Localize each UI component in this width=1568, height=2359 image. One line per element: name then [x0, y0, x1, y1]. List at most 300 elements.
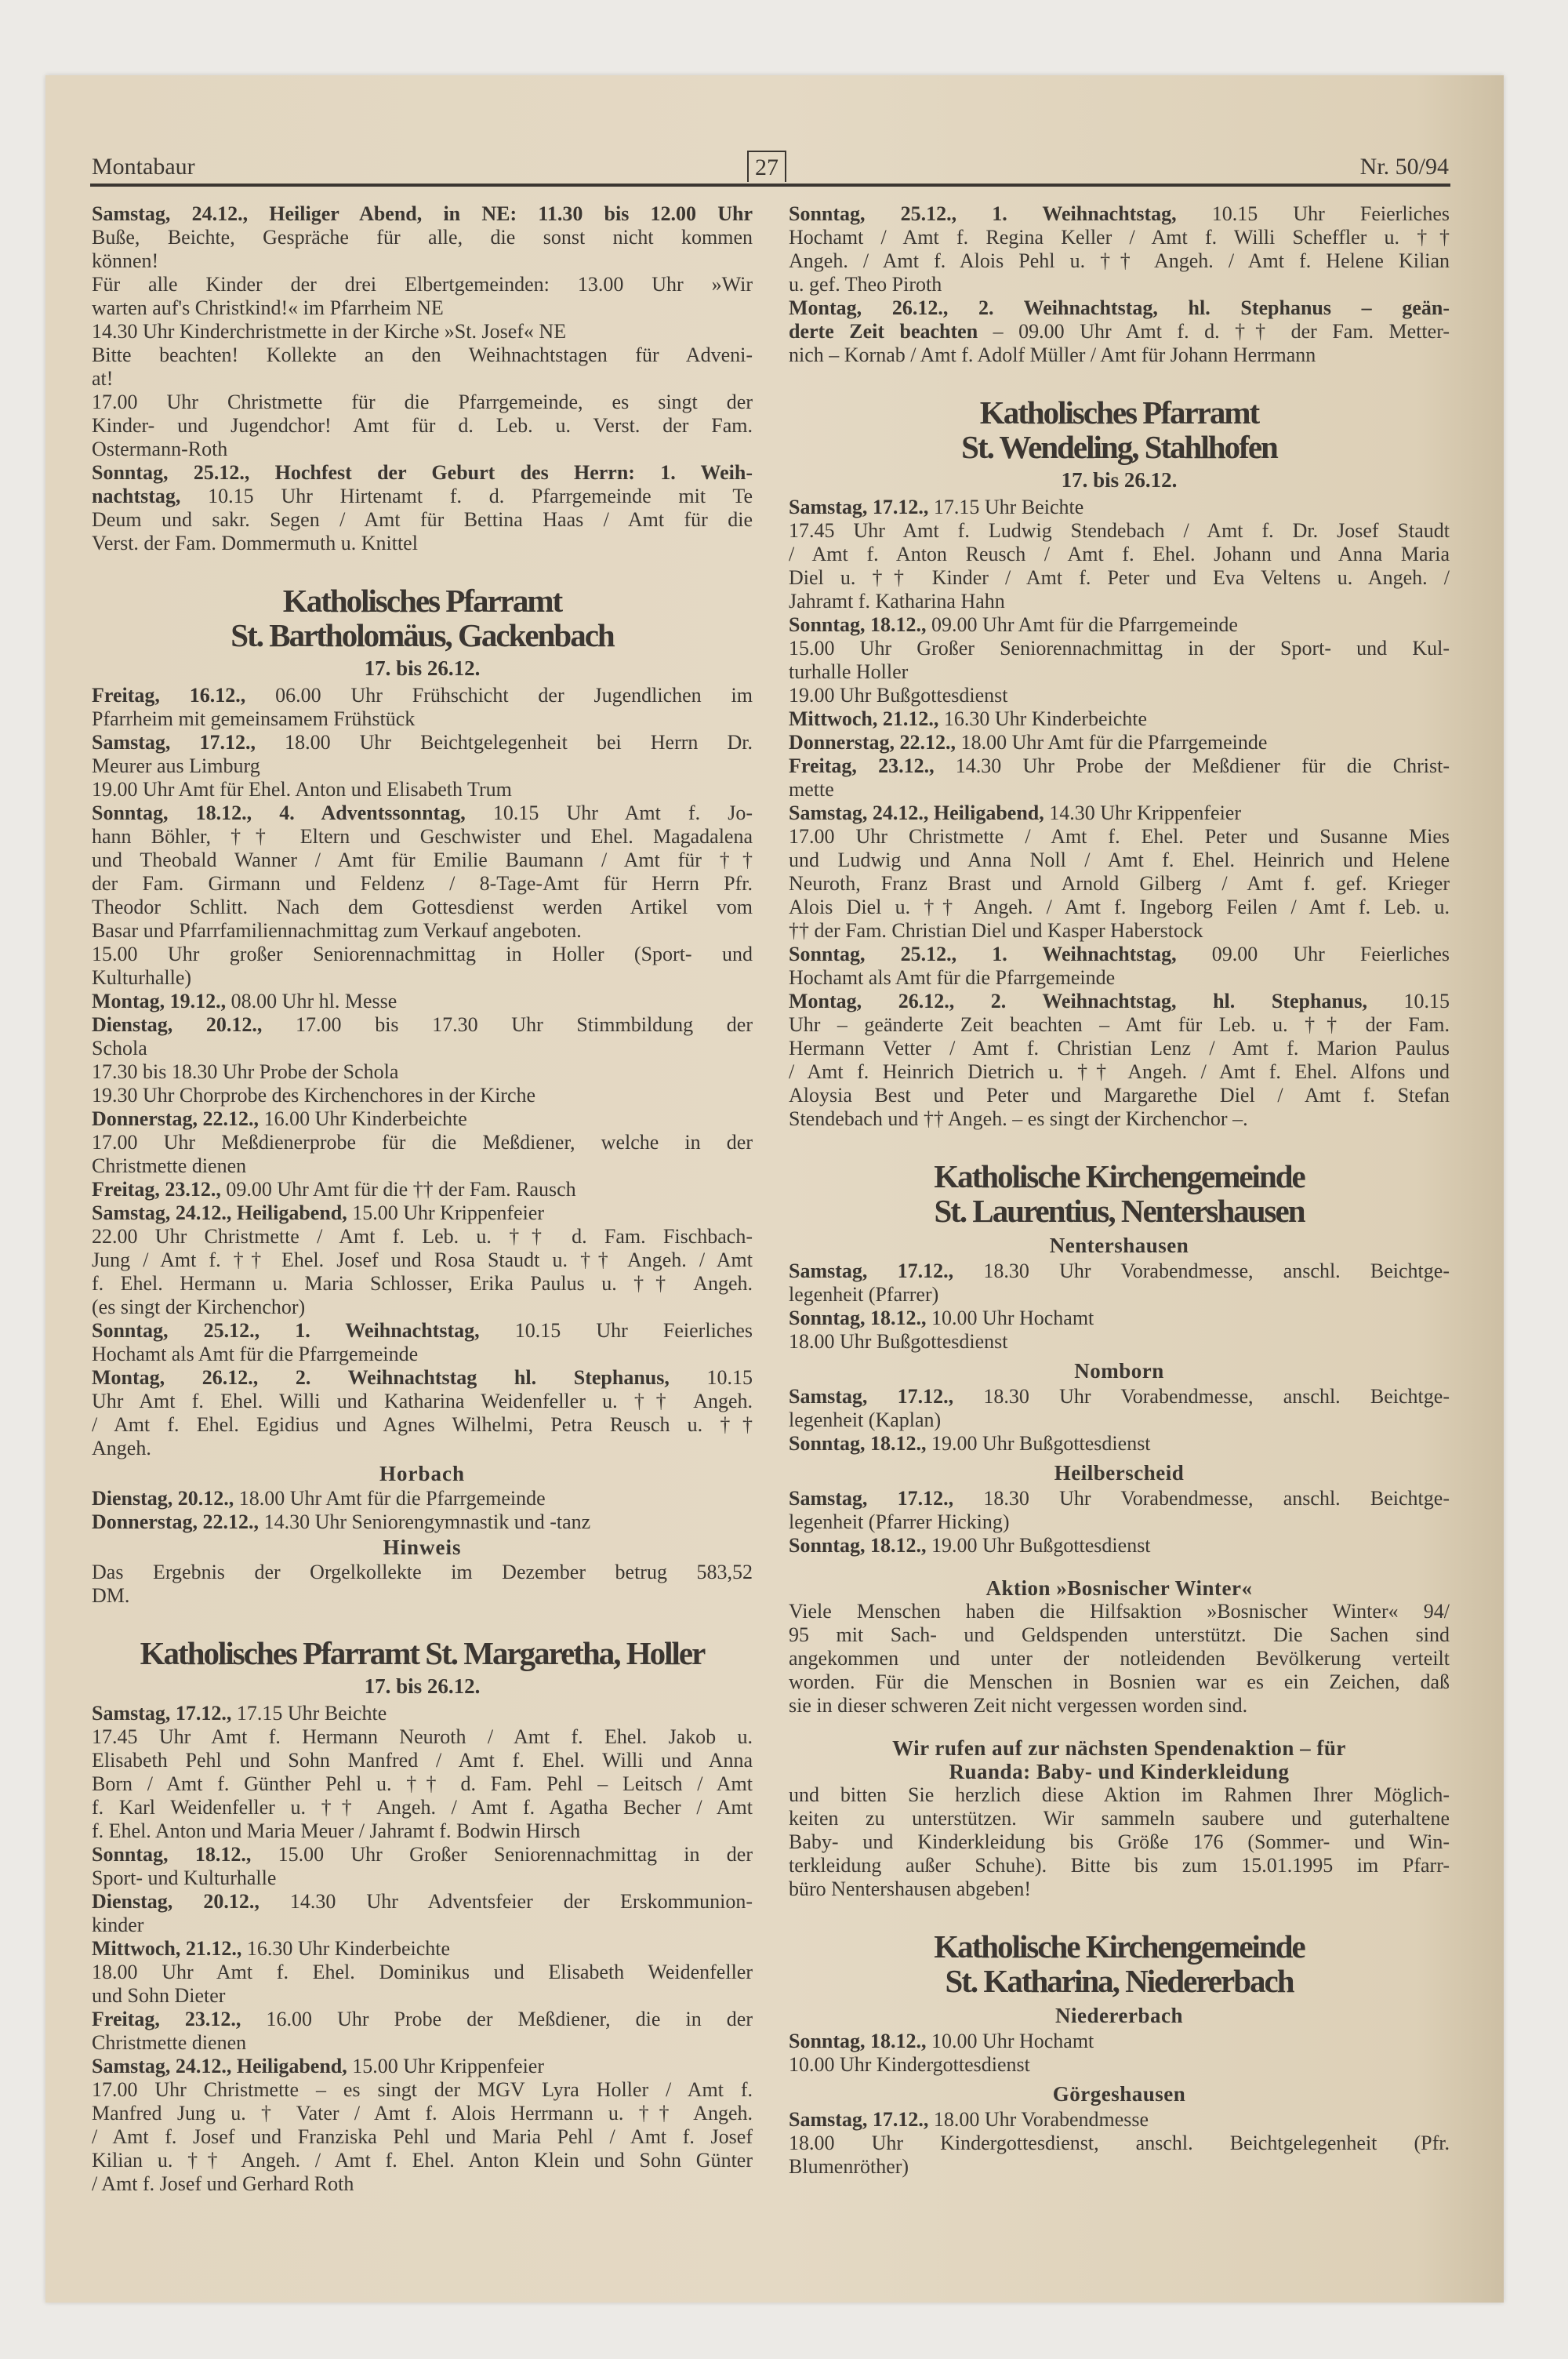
text-line: Kinder- und Jugendchor! Amt für d. Leb. u. Verst. der Fam. — [92, 414, 753, 437]
paragraph — [92, 1843, 753, 1890]
text-line: legenheit (Kaplan) — [789, 1408, 942, 1431]
text-line: (es singt der Kirchenchor) — [92, 1296, 306, 1318]
parish-heading — [789, 1929, 1450, 1998]
line-text: 09.00 Uhr Feierliches — [1176, 943, 1450, 965]
paragraph — [789, 1487, 1450, 1534]
bold-date-label: Montag, 19.12., — [92, 990, 227, 1012]
heading-line: Katholisches Pfarramt St. Margaretha, Holler — [140, 1635, 705, 1671]
text-line: / Amt f. Heinrich Dietrich u. †† Angeh. / Amt f. Ehel. Alfons und — [789, 1060, 1450, 1083]
text-line — [92, 461, 753, 485]
text-line: f. Ehel. Hermann u. Maria Schlosser, Erika Paulus u. †† Angeh. — [92, 1272, 753, 1295]
paragraph — [789, 1783, 1450, 1901]
text-line — [92, 2055, 753, 2078]
paragraph — [92, 2008, 753, 2055]
parish-heading — [789, 1159, 1450, 1228]
text-line: Kilian u. †† Angeh. / Amt f. Ehel. Anton Klein und Sohn Günter — [92, 2149, 753, 2172]
paragraph — [92, 1107, 753, 1131]
text-line: f. Ehel. Anton und Maria Meuer / Jahramt f. Bodwin Hirsch — [92, 1819, 581, 1842]
paragraph — [789, 1330, 1450, 1354]
line-text: 09.00 Uhr Amt für die Pfarrgemeinde — [926, 613, 1238, 636]
text-line: und Ludwig und Anna Noll / Amt f. Ehel. Heinrich und Helene — [789, 849, 1450, 871]
text-line — [92, 1319, 753, 1343]
text-line — [92, 202, 753, 226]
text-line: keiten zu unterstützen. Wir sammeln saubere und guterhaltene — [789, 1807, 1450, 1830]
text-line: Schola — [92, 1037, 147, 1060]
text-line: mette — [789, 778, 834, 801]
text-line: turhalle Holler — [789, 660, 909, 683]
paragraph — [789, 684, 1450, 707]
text-line: können! — [92, 249, 159, 272]
notice-heading-line: Ruanda: Baby- und Kinderkleidung — [949, 1760, 1290, 1783]
text-line: Neuroth, Franz Brast und Arnold Gilberg / Amt f. gef. Krieger — [789, 872, 1450, 895]
line-text: 14.30 Uhr Probe der Meßdiener für die Christ- — [934, 754, 1450, 777]
text-line — [92, 1201, 753, 1225]
text-line: / Amt f. Ehel. Egidius und Agnes Wilhelmi, Petra Reusch u. †† — [92, 1413, 753, 1436]
bold-date-label: Samstag, 24.12., Heiliger Abend, in NE: 11.30 bis 12.00 Uhr — [92, 202, 753, 225]
paragraph — [92, 1131, 753, 1178]
subheading: Horbach — [379, 1462, 465, 1485]
text-line: Stendebach und †† Angeh. – es singt der Kirchenchor –. — [789, 1107, 1248, 1130]
bold-date-label: Samstag, 24.12., Heiligabend, — [789, 801, 1044, 824]
line-text: 16.30 Uhr Kinderbeichte — [938, 707, 1148, 730]
text-line: terkleidung außer Schuhe). Bitte bis zum 15.01.1995 im Pfarr- — [789, 1854, 1450, 1877]
text-line: 17.00 Uhr Christmette für die Pfarrgemeinde, es singt der — [92, 391, 753, 413]
bold-date-label: Freitag, 23.12., — [92, 2008, 241, 2030]
heading-line: Katholisches Pfarramt — [282, 583, 562, 619]
text-line — [789, 1432, 1450, 1456]
paragraph — [789, 296, 1450, 367]
text-line — [789, 613, 1450, 637]
paragraph — [789, 1385, 1450, 1432]
paragraph — [789, 613, 1450, 637]
paragraph — [92, 1702, 753, 1725]
paragraph — [92, 1510, 753, 1534]
paragraph — [92, 731, 753, 778]
text-line: 95 mit Sach- und Geldspenden unterstützt. Die Sachen sind — [789, 1623, 1450, 1646]
text-line: 18.00 Uhr Amt f. Ehel. Dominikus und Elisabeth Weidenfeller — [92, 1961, 753, 1983]
text-line: 22.00 Uhr Christmette / Amt f. Leb. u. †† d. Fam. Fischbach- — [92, 1225, 753, 1248]
text-line — [789, 296, 1450, 320]
parish-heading — [789, 395, 1450, 464]
bold-date-label: Sonntag, 18.12., — [789, 1432, 927, 1455]
text-line: Verst. der Fam. Dommermuth u. Knittel — [92, 532, 418, 554]
text-line: Buße, Beichte, Gespräche für alle, die sonst nicht kommen — [92, 226, 753, 249]
line-text: – 09.00 Uhr Amt f. d. †† der Fam. Metter- — [978, 320, 1450, 343]
text-line: 17.00 Uhr Meßdienerprobe für die Meßdiener, welche in der — [92, 1131, 753, 1154]
bold-date-label: Samstag, 17.12., — [789, 2108, 929, 2131]
line-text: 10.00 Uhr Hochamt — [926, 2030, 1094, 2052]
paragraph — [789, 637, 1450, 684]
text-line: 19.00 Uhr Bußgottesdienst — [789, 684, 1008, 707]
text-line: Hermann Vetter / Amt f. Christian Lenz / Amt f. Marion Paulus — [789, 1037, 1450, 1060]
bold-date-label: Donnerstag, 22.12., — [789, 731, 956, 754]
bold-date-label: Samstag, 17.12., — [92, 1702, 232, 1725]
text-line: Basar und Pfarrfamiliennachmittag zum Verkauf angeboten. — [92, 919, 582, 942]
text-line: Für alle Kinder der drei Elbertgemeinden: 13.00 Uhr »Wir — [92, 273, 753, 296]
heading-line: St. Wendeling, Stahlhofen — [961, 429, 1277, 465]
text-line: 17.45 Uhr Amt f. Ludwig Stendebach / Amt f. Dr. Josef Staudt — [789, 519, 1450, 542]
paragraph — [789, 1534, 1450, 1558]
text-line: Elisabeth Pehl und Sohn Manfred / Amt f. Ehel. Willi und Anna — [92, 1749, 753, 1772]
text-line: Jahramt f. Katharina Hahn — [789, 590, 1005, 612]
bold-date-label: Dienstag, 20.12., — [92, 1013, 263, 1036]
text-line: worden. Für die Menschen in Bosnien war es ein Zeichen, daß — [789, 1670, 1450, 1693]
bold-date-label: Montag, 26.12., 2. Weihnachtstag, hl. Stephanus – geän- — [789, 296, 1450, 319]
paragraph — [92, 202, 753, 273]
paragraph — [789, 731, 1450, 754]
text-line — [92, 1013, 753, 1037]
right-column — [789, 202, 1450, 2179]
notice-heading-line: Aktion »Bosnischer Winter« — [985, 1576, 1253, 1600]
text-line: der Fam. Girmann und Feldenz / 8-Tage-Amt für Herrn Pfr. — [92, 872, 753, 895]
date-range: 17. bis 26.12. — [364, 1674, 481, 1698]
text-line — [92, 1107, 753, 1131]
heading-line: Katholisches Pfarramt — [979, 394, 1259, 431]
line-text: 10.15 Uhr Amt f. Jo- — [465, 801, 753, 824]
text-line: / Amt f. Josef und Franziska Pehl und Maria Pehl / Amt f. Josef — [92, 2125, 753, 2148]
notice-heading — [789, 1576, 1450, 1600]
paragraph — [92, 1725, 753, 1843]
line-text: 18.30 Uhr Vorabendmesse, anschl. Beichtge- — [953, 1487, 1450, 1510]
text-line: Theodor Schlitt. Nach dem Gottesdienst werden Artikel vom — [92, 896, 753, 918]
text-line — [789, 943, 1450, 966]
text-line: Ostermann-Roth — [92, 438, 228, 460]
text-line: Pfarrheim mit gemeinsamem Frühstück — [92, 707, 416, 730]
location-subheading: Nentershausen — [1049, 1234, 1189, 1257]
paragraph — [789, 707, 1450, 731]
text-line: büro Nentershausen abgeben! — [789, 1877, 1031, 1900]
paragraph — [789, 754, 1450, 801]
text-line: und Theobald Wanner / Amt für Emilie Baumann / Amt für †† — [92, 849, 753, 871]
text-line: Manfred Jung u. † Vater / Amt f. Alois Herrmann u. †† Angeh. — [92, 2102, 753, 2125]
bold-date-label: Montag, 26.12., 2. Weihnachtstag, hl. Stephanus, — [789, 990, 1367, 1012]
paragraph — [92, 943, 753, 990]
location-subheading: Niedererbach — [1055, 2004, 1183, 2027]
location-subheading: Heilberscheid — [1054, 1461, 1185, 1485]
text-line — [789, 990, 1450, 1013]
bold-date-label: Samstag, 17.12., — [789, 496, 929, 518]
text-line — [789, 731, 1450, 754]
line-text: 18.30 Uhr Vorabendmesse, anschl. Beichtge- — [953, 1259, 1450, 1282]
paragraph — [92, 461, 753, 555]
line-text: 10.15 — [1367, 990, 1450, 1012]
text-line — [789, 1259, 1450, 1283]
paragraph — [92, 1890, 753, 1937]
bold-date-label: Samstag, 17.12., — [789, 1259, 954, 1282]
bold-date-label: Sonntag, 25.12., 1. Weihnachtstag, — [92, 1319, 480, 1342]
paragraph — [789, 990, 1450, 1131]
line-text: 14.30 Uhr Seniorengymnastik und -tanz — [259, 1510, 591, 1533]
paragraph — [789, 2132, 1450, 2179]
line-text: 18.00 Uhr Amt für die Pfarrgemeinde — [956, 731, 1268, 754]
text-line: 17.00 Uhr Christmette / Amt f. Ehel. Peter und Susanne Mies — [789, 825, 1450, 848]
text-line: Sport- und Kulturhalle — [92, 1866, 277, 1889]
paragraph — [92, 1225, 753, 1319]
text-line: DM. — [92, 1584, 130, 1607]
line-text: 14.30 Uhr Adventsfeier der Erskommunion- — [259, 1890, 753, 1913]
text-line — [92, 485, 753, 508]
notice-heading-line: Wir rufen auf zur nächsten Spendenaktion – für — [892, 1736, 1346, 1760]
text-line: legenheit (Pfarrer) — [789, 1283, 939, 1306]
paragraph — [92, 1561, 753, 1608]
bold-date-label: Sonntag, 25.12., 1. Weihnachtstag, — [789, 943, 1177, 965]
paragraph — [92, 1178, 753, 1201]
text-line — [92, 1702, 753, 1725]
paragraph — [789, 519, 1450, 613]
bold-date-label: Sonntag, 18.12., — [789, 2030, 927, 2052]
text-line — [92, 1890, 753, 1914]
text-line — [92, 2008, 753, 2031]
text-line: 19.00 Uhr Amt für Ehel. Anton und Elisabeth Trum — [92, 778, 512, 801]
bold-date-label: Donnerstag, 22.12., — [92, 1107, 260, 1130]
line-text: 17.00 bis 17.30 Uhr Stimmbildung der — [262, 1013, 753, 1036]
bold-date-label: Freitag, 23.12., — [92, 1178, 221, 1201]
text-line: †† der Fam. Christian Diel und Kasper Haberstock — [789, 919, 1203, 942]
line-text: 10.15 — [669, 1366, 753, 1389]
text-line: Hochamt / Amt f. Regina Keller / Amt f. Willi Scheffler u. †† — [789, 226, 1450, 249]
paragraph — [92, 1366, 753, 1460]
line-text: 19.00 Uhr Bußgottesdienst — [926, 1534, 1151, 1557]
left-column — [92, 202, 753, 2196]
bold-date-label: nachtstag, — [92, 485, 181, 507]
paragraph — [789, 1432, 1450, 1456]
line-text: 15.00 Uhr Krippenfeier — [347, 2055, 545, 2077]
bold-date-label: Sonntag, 25.12., 1. Weihnachtstag, — [789, 202, 1177, 225]
heading-line: St. Bartholomäus, Gackenbach — [230, 617, 614, 653]
paragraph — [789, 801, 1450, 825]
bold-date-label: Sonntag, 18.12., — [789, 613, 927, 636]
paragraph — [789, 1600, 1450, 1717]
line-text: 17.15 Uhr Beichte — [231, 1702, 387, 1725]
line-text: 19.00 Uhr Bußgottesdienst — [926, 1432, 1151, 1455]
text-line: 19.30 Uhr Chorprobe des Kirchenchores in der Kirche — [92, 1084, 536, 1107]
text-line: f. Karl Weidenfeller u. †† Angeh. / Amt f. Agatha Becher / Amt — [92, 1796, 753, 1819]
text-line: 15.00 Uhr Großer Seniorennachmittag in der Sport- und Kul- — [789, 637, 1450, 660]
line-text: 06.00 Uhr Frühschicht der Jugendlichen im — [245, 684, 753, 707]
text-line: Blumenröther) — [789, 2155, 909, 2178]
heading-line: St. Katharina, Niedererbach — [945, 1963, 1294, 1999]
parish-heading — [92, 1636, 753, 1670]
paragraph — [789, 496, 1450, 519]
text-line: 17.45 Uhr Amt f. Hermann Neuroth / Amt f. Ehel. Jakob u. — [92, 1725, 753, 1748]
bold-date-label: Freitag, 23.12., — [789, 754, 935, 777]
text-line: Meurer aus Limburg — [92, 754, 260, 777]
bold-date-label: Samstag, 17.12., — [92, 731, 256, 754]
text-line — [789, 2108, 1450, 2132]
line-text: 17.15 Uhr Beichte — [928, 496, 1084, 518]
line-text: 16.30 Uhr Kinderbeichte — [241, 1937, 451, 1960]
text-line — [789, 320, 1450, 343]
text-line — [789, 496, 1450, 519]
paragraph — [92, 990, 753, 1013]
location-subheading: Görgeshausen — [1052, 2082, 1186, 2106]
paragraph — [92, 391, 753, 461]
text-line: Born / Amt f. Günther Pehl u. †† d. Fam. Pehl – Leitsch / Amt — [92, 1772, 753, 1795]
text-line: angekommen und unter der notleidenden Bevölkerung verteilt — [789, 1647, 1450, 1670]
line-text: 18.30 Uhr Vorabendmesse, anschl. Beichtge- — [953, 1385, 1450, 1408]
bold-date-label: Samstag, 24.12., Heiligabend, — [92, 1201, 347, 1224]
paragraph — [92, 320, 753, 343]
bold-date-label: Sonntag, 18.12., — [789, 1307, 927, 1329]
text-line: Aloysia Best und Peter und Margarethe Diel / Amt f. Stefan — [789, 1084, 1450, 1107]
text-line: nich – Kornab / Amt f. Adolf Müller / Amt für Johann Herrmann — [789, 343, 1316, 366]
text-line — [92, 1487, 753, 1510]
text-line: und bitten Sie herzlich diese Aktion im Rahmen Ihrer Möglich- — [789, 1783, 1450, 1806]
line-text: 16.00 Uhr Kinderbeichte — [259, 1107, 467, 1130]
paragraph — [92, 2055, 753, 2078]
text-line — [789, 1307, 1450, 1330]
text-line: 15.00 Uhr großer Seniorennachmittag in Holler (Sport- und — [92, 943, 753, 965]
text-line: kinder — [92, 1914, 144, 1936]
text-line — [789, 1385, 1450, 1408]
paragraph — [92, 1487, 753, 1510]
date-range: 17. bis 26.12. — [1061, 468, 1178, 492]
line-text: 14.30 Uhr Krippenfeier — [1044, 801, 1242, 824]
paragraph — [92, 1084, 753, 1107]
page-number: 27 — [747, 151, 786, 182]
text-line — [92, 731, 753, 754]
paragraph — [92, 801, 753, 943]
text-line: Diel u. †† Kinder / Amt f. Peter und Eva Veltens u. Angeh. / — [789, 566, 1450, 589]
text-line: und Sohn Dieter — [92, 1984, 226, 2007]
heading-line: St. Laurentius, Nentershausen — [934, 1193, 1305, 1229]
subheading: Hinweis — [383, 1536, 462, 1559]
text-line: 18.00 Uhr Bußgottesdienst — [789, 1330, 1008, 1353]
text-line: Uhr Amt f. Ehel. Willi und Katharina Weidenfeller u. †† Angeh. — [92, 1390, 753, 1412]
paragraph — [789, 202, 1450, 296]
header-rule — [90, 184, 1450, 187]
text-line: Viele Menschen haben die Hilfsaktion »Bosnischer Winter« 94/ — [789, 1600, 1450, 1623]
text-line: u. gef. Theo Piroth — [789, 273, 942, 296]
paragraph — [92, 1937, 753, 1961]
line-text: 15.00 Uhr Großer Seniorennachmittag in der — [251, 1843, 753, 1866]
bold-date-label: Dienstag, 20.12., — [92, 1487, 234, 1510]
bold-date-label: derte Zeit beachten — [789, 320, 978, 343]
notice-heading — [789, 1736, 1450, 1783]
text-line: Uhr – geänderte Zeit beachten – Amt für Leb. u. †† der Fam. — [789, 1013, 1450, 1036]
line-text: 09.00 Uhr Amt für die †† der Fam. Rausch — [220, 1178, 576, 1201]
paragraph — [789, 1307, 1450, 1330]
paragraph — [92, 343, 753, 391]
text-line: 18.00 Uhr Kindergottesdienst, anschl. Beichtgelegenheit (Pfr. — [789, 2132, 1450, 2154]
text-line: at! — [92, 367, 114, 390]
heading-line: Katholische Kirchengemeinde — [934, 1928, 1305, 1965]
paragraph — [92, 1201, 753, 1225]
bold-date-label: Mittwoch, 21.12., — [92, 1937, 242, 1960]
bold-date-label: Sonntag, 18.12., — [92, 1843, 252, 1866]
text-line: Christmette dienen — [92, 2031, 247, 2054]
paragraph — [789, 1259, 1450, 1307]
paragraph — [92, 778, 753, 801]
line-text: 18.00 Uhr Amt für die Pfarrgemeinde — [234, 1487, 546, 1510]
line-text: 18.00 Uhr Vorabendmesse — [928, 2108, 1149, 2131]
line-text: 10.15 Uhr Feierliches — [479, 1319, 753, 1342]
text-line: Bitte beachten! Kollekte an den Weihnachtstagen für Adveni- — [92, 343, 753, 366]
text-line — [789, 202, 1450, 226]
text-line — [92, 801, 753, 825]
line-text: 10.00 Uhr Hochamt — [926, 1307, 1094, 1329]
bold-date-label: Mittwoch, 21.12., — [789, 707, 939, 730]
text-line: 10.00 Uhr Kindergottesdienst — [789, 2053, 1030, 2076]
text-line: Deum und sakr. Segen / Amt für Bettina Haas / Amt für die — [92, 508, 753, 531]
text-line: Alois Diel u. †† Angeh. / Amt f. Ingeborg Feilen / Amt f. Leb. u. — [789, 896, 1450, 918]
text-line: Angeh. / Amt f. Alois Pehl u. †† Angeh. / Amt f. Helene Kilian — [789, 249, 1450, 272]
line-text: 08.00 Uhr hl. Messe — [226, 990, 397, 1012]
paragraph — [789, 2108, 1450, 2132]
location-subheading: Nomborn — [1074, 1359, 1164, 1383]
paragraph — [92, 1961, 753, 2008]
text-line — [789, 2030, 1450, 2053]
bold-date-label: Sonntag, 18.12., — [789, 1534, 927, 1557]
paragraph — [789, 943, 1450, 990]
text-line — [789, 1534, 1450, 1558]
paragraph — [789, 2030, 1450, 2053]
paragraph — [92, 1060, 753, 1084]
text-line — [789, 1487, 1450, 1510]
text-line: 17.30 bis 18.30 Uhr Probe der Schola — [92, 1060, 399, 1083]
text-line: Das Ergebnis der Orgelkollekte im Dezember betrug 583,52 — [92, 1561, 753, 1583]
bold-date-label: Sonntag, 18.12., 4. Adventssonntag, — [92, 801, 466, 824]
bold-date-label: Samstag, 17.12., — [789, 1385, 954, 1408]
text-line: sie in dieser schweren Zeit nicht vergessen worden sind. — [789, 1694, 1248, 1717]
text-line — [92, 684, 753, 707]
line-text: 15.00 Uhr Krippenfeier — [347, 1201, 545, 1224]
text-line — [92, 1510, 753, 1534]
text-line — [789, 754, 1450, 778]
text-line: 17.00 Uhr Christmette – es singt der MGV Lyra Holler / Amt f. — [92, 2078, 753, 2101]
bold-date-label: Sonntag, 25.12., Hochfest der Geburt des Herrn: 1. Weih- — [92, 461, 753, 484]
paragraph — [92, 1013, 753, 1060]
paragraph — [92, 1319, 753, 1366]
text-line — [789, 707, 1450, 731]
text-line — [789, 801, 1450, 825]
paragraph — [92, 2078, 753, 2196]
paragraph — [92, 273, 753, 320]
text-line — [92, 1843, 753, 1866]
text-line: 14.30 Uhr Kinderchristmette in der Kirche »St. Josef« NE — [92, 320, 567, 343]
line-text: 16.00 Uhr Probe der Meßdiener, die in der — [241, 2008, 753, 2030]
text-line: warten auf's Christkind!« im Pfarrheim NE — [92, 296, 444, 319]
issue-number: Nr. 50/94 — [1359, 154, 1449, 180]
text-line: Jung / Amt f. †† Ehel. Josef und Rosa Staudt u. †† Angeh. / Amt — [92, 1249, 753, 1271]
text-line: Hochamt als Amt für die Pfarrgemeinde — [92, 1343, 419, 1365]
bold-date-label: Donnerstag, 22.12., — [92, 1510, 260, 1533]
bold-date-label: Montag, 26.12., 2. Weihnachtstag hl. Stephanus, — [92, 1366, 670, 1389]
bold-date-label: Samstag, 24.12., Heiligabend, — [92, 2055, 347, 2077]
paragraph — [92, 684, 753, 731]
text-line — [92, 990, 753, 1013]
text-line: legenheit (Pfarrer Hicking) — [789, 1510, 1010, 1533]
text-line: Hochamt als Amt für die Pfarrgemeinde — [789, 966, 1116, 989]
line-text: 10.15 Uhr Feierliches — [1176, 202, 1450, 225]
date-range: 17. bis 26.12. — [364, 656, 481, 680]
line-text: 18.00 Uhr Beichtgelegenheit bei Herrn Dr. — [255, 731, 753, 754]
bold-date-label: Freitag, 16.12., — [92, 684, 246, 707]
text-line: / Amt f. Josef und Gerhard Roth — [92, 2172, 354, 2195]
text-line — [92, 1366, 753, 1390]
text-line — [92, 1178, 753, 1201]
text-line: hann Böhler, †† Eltern und Geschwister und Ehel. Magadalena — [92, 825, 753, 848]
paragraph — [789, 825, 1450, 943]
bold-date-label: Samstag, 17.12., — [789, 1487, 954, 1510]
text-line: Angeh. — [92, 1437, 151, 1459]
text-line: Kulturhalle) — [92, 966, 192, 989]
parish-heading — [92, 583, 753, 652]
heading-line: Katholische Kirchengemeinde — [934, 1158, 1305, 1194]
line-text: 10.15 Uhr Hirtenamt f. d. Pfarrgemeinde mit Te — [180, 485, 753, 507]
bold-date-label: Dienstag, 20.12., — [92, 1890, 260, 1913]
text-line: Christmette dienen — [92, 1154, 247, 1177]
